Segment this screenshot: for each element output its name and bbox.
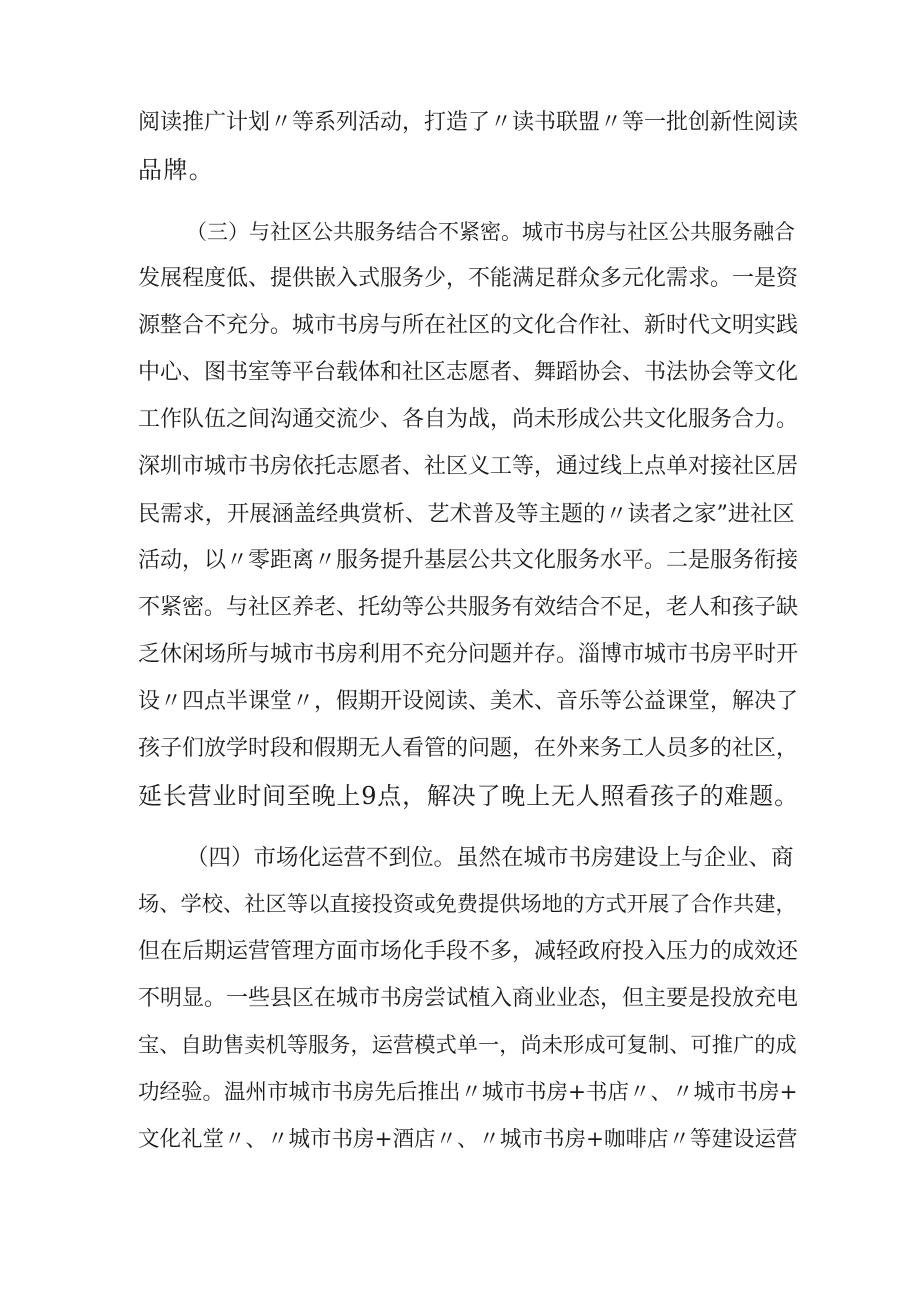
text-line: 文化礼堂〃、〃城市书房+酒店〃、〃城市书房+咖啡店〃等建设运营 [138, 1127, 798, 1152]
text-line: 乏休闲场所与城市书房利用不充分问题并存。淄博市城市书房平时开 [138, 642, 799, 667]
text-line: 活动，以〃零距离〃服务提升基层公共文化服务水平。二是服务衔接 [138, 548, 799, 573]
text-line: 设〃四点半课堂〃，假期开设阅读、美术、音乐等公益课堂，解决了 [138, 689, 799, 714]
text-line: 深圳市城市书房依托志愿者、社区义工等，通过线上点单对接社区居 [138, 454, 799, 479]
text-line: （三）与社区公共服务结合不紧密。城市书房与社区公共服务融合 [186, 220, 795, 244]
text-line: 发展程度低、提供嵌入式服务少，不能满足群众多元化需求。一是资 [138, 266, 799, 291]
text-line: 但在后期运营管理方面市场化手段不多，减轻政府投入压力的成效还 [138, 939, 799, 964]
text-line: 源整合不充分。城市书房与所在社区的文化合作社、新时代文明实践 [138, 313, 799, 338]
text-line: 中心、图书室等平台载体和社区志愿者、舞蹈协会、书法协会等文化 [138, 360, 799, 385]
text-line: 孩子们放学时段和假期无人看管的问题，在外来务工人员多的社区， [138, 736, 799, 761]
text-line: 场、学校、社区等以直接投资或免费提供场地的方式开展了合作共建， [138, 892, 797, 917]
text-line: 不明显。一些县区在城市书房尝试植入商业业态，但主要是投放充电 [138, 986, 799, 1011]
text-line: 延长营业时间至晚上9点，解决了晚上无人照看孩子的难题。 [138, 782, 799, 810]
text-line: （四）市场化运营不到位。虽然在城市书房建设上与企业、商 [186, 845, 794, 871]
text-line: 品牌。 [138, 156, 215, 184]
text-line: 阅读推广计划〃等系列活动，打造了〃读书联盟〃等一批创新性阅读 [138, 110, 799, 135]
text-line: 宝、自助售卖机等服务，运营模式单一，尚未形成可复制、可推广的成 [138, 1033, 797, 1058]
text-line: 功经验。温州市城市书房先后推出〃城市书房+书店〃、〃城市书房+ [138, 1080, 798, 1105]
text-line: 不紧密。与社区养老、托幼等公共服务有效结合不足，老人和孩子缺 [138, 595, 799, 620]
text-line: 民需求，开展涵盖经典赏析、艺术普及等主题的〃读者之家”进社区 [138, 501, 795, 527]
text-line: 工作队伍之间沟通交流少、各自为战，尚未形成公共文化服务合力。 [138, 407, 799, 432]
